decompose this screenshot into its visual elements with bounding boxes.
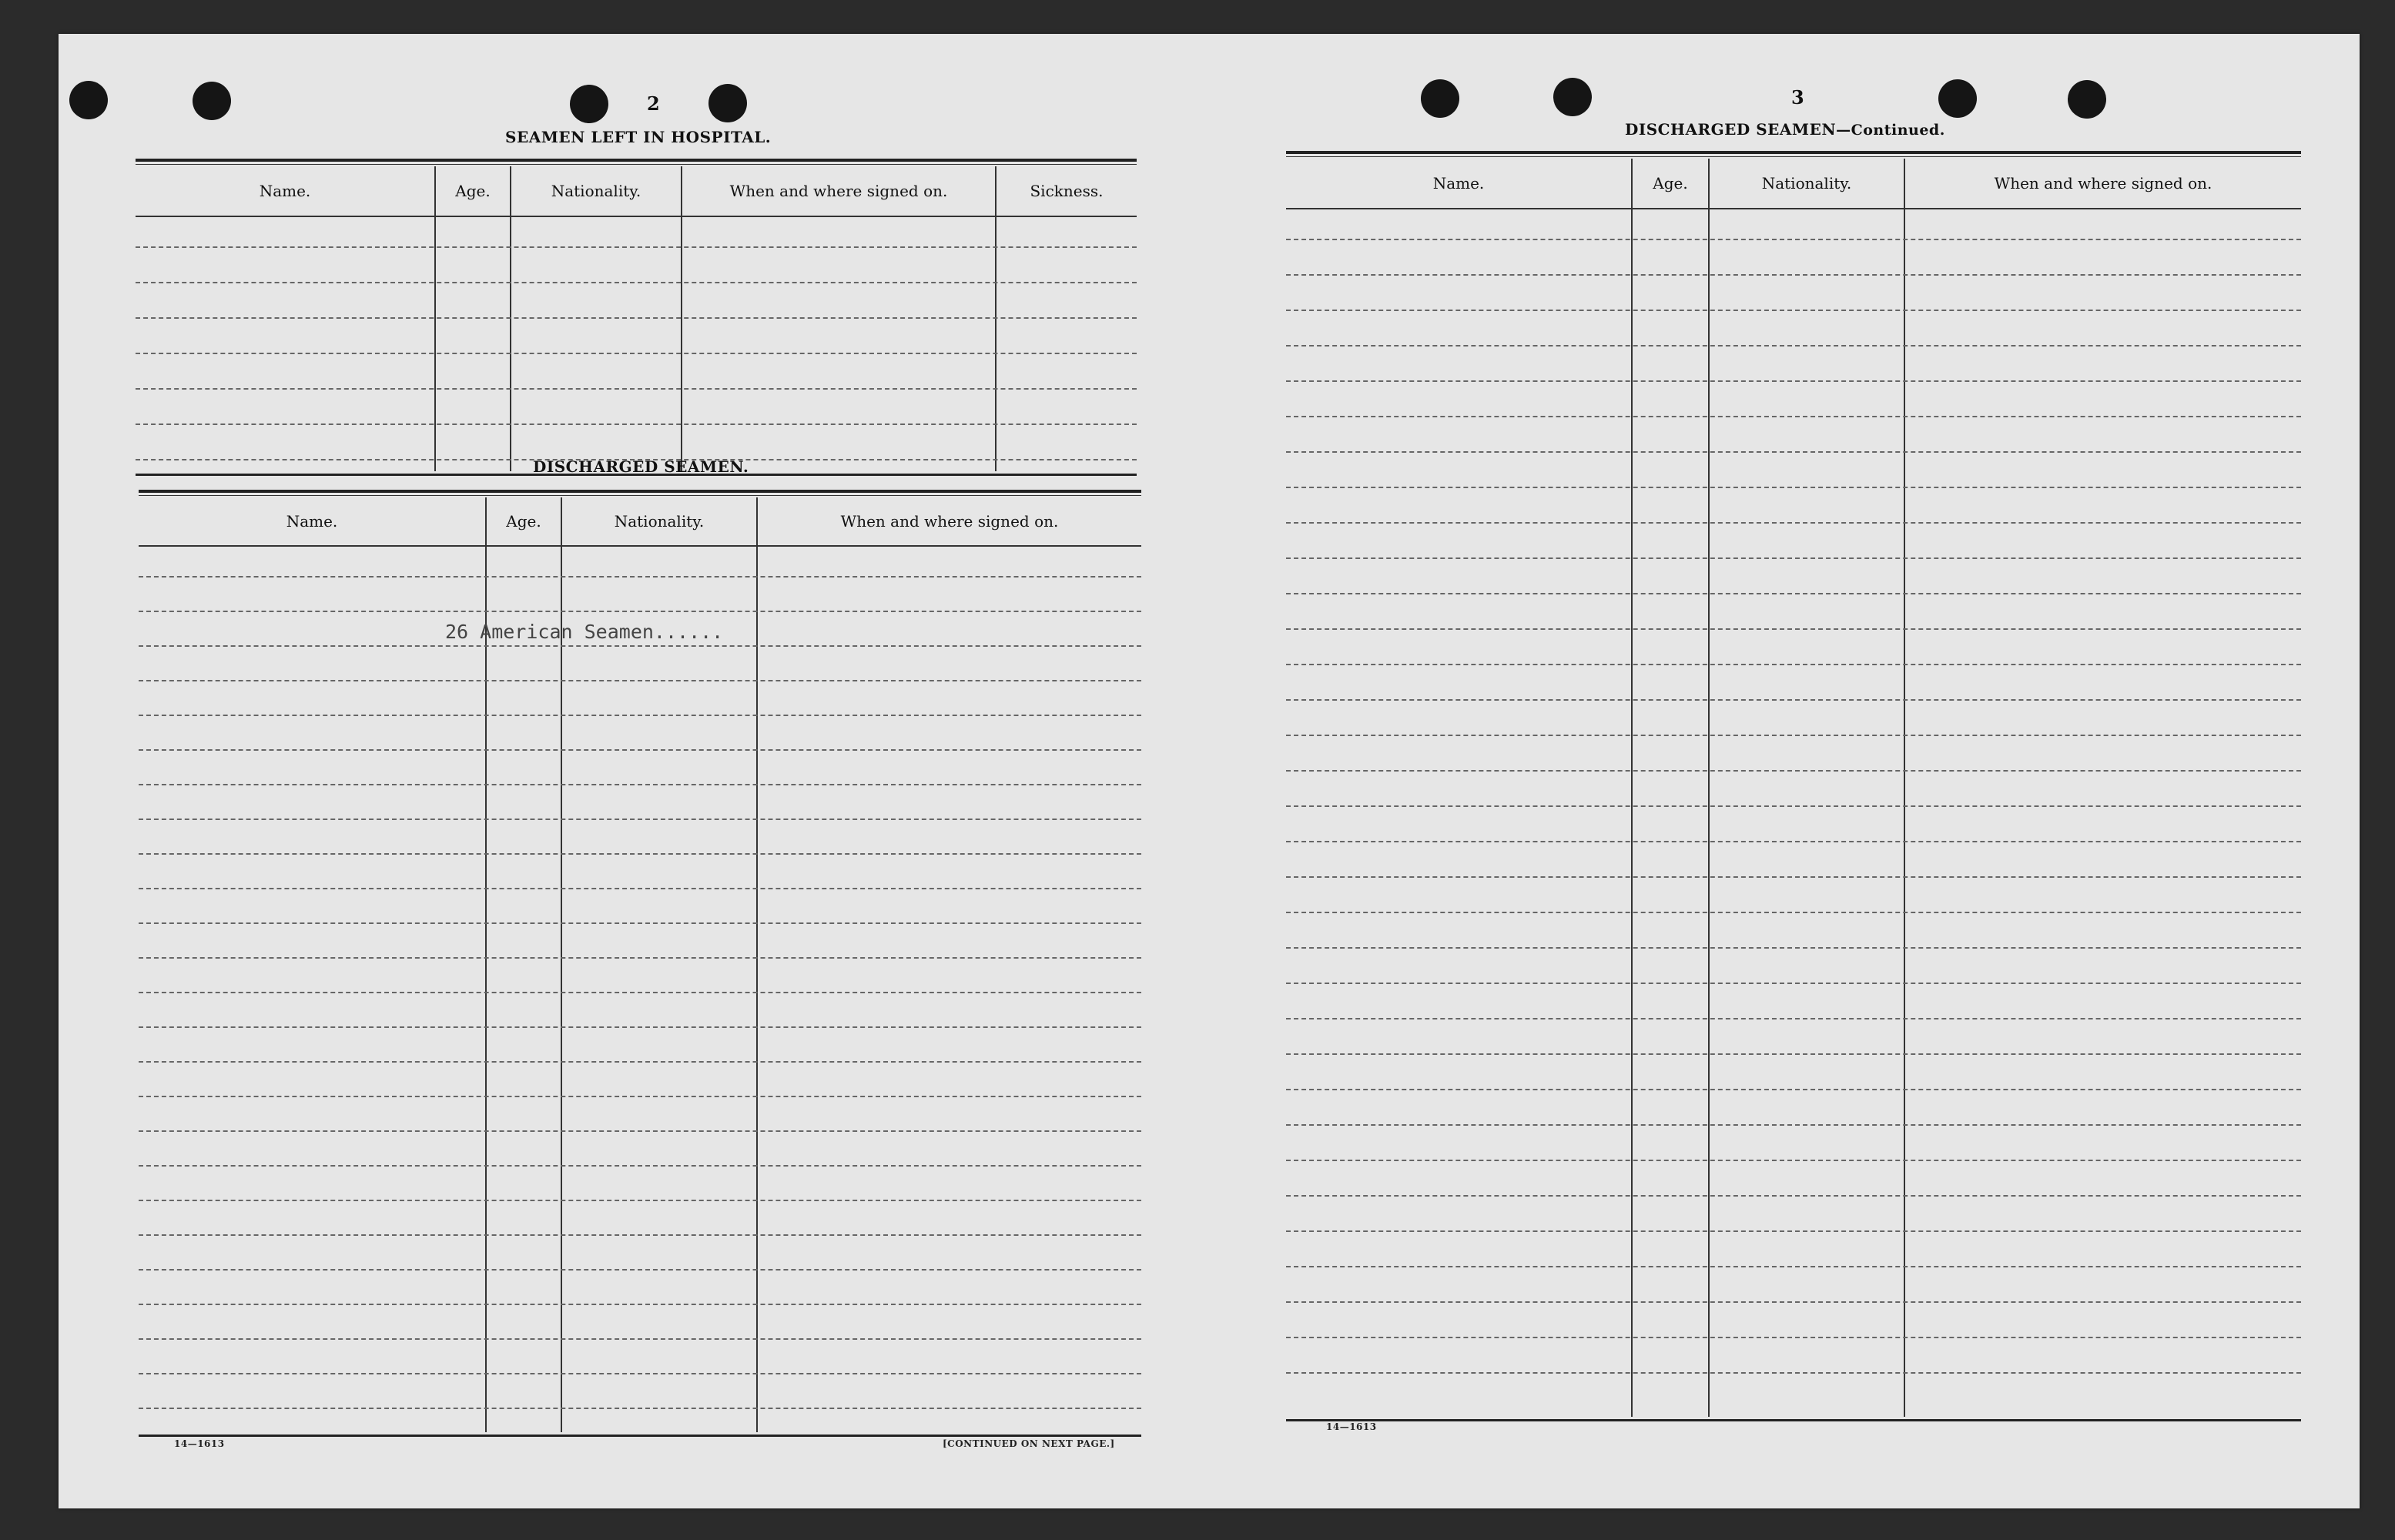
entry-line <box>1286 947 2301 949</box>
binder-hole <box>1553 78 1592 116</box>
entry-line <box>1286 1053 2301 1055</box>
column-header-nationality: Nationality. <box>1761 174 1852 192</box>
entry-line <box>1286 345 2301 346</box>
entry-line <box>136 388 1137 390</box>
entry-line <box>136 317 1137 319</box>
entry-line <box>1286 876 2301 878</box>
column-divider <box>434 166 436 471</box>
entry-line <box>139 1269 1141 1270</box>
discharged-section-title: DISCHARGED SEAMEN. <box>533 457 749 476</box>
entry-line <box>1286 628 2301 630</box>
entry-line <box>1286 1372 2301 1374</box>
entry-line <box>1286 1089 2301 1090</box>
column-divider <box>510 166 511 471</box>
discharged-continued-table <box>1286 151 2301 1417</box>
entry-line <box>139 1338 1141 1340</box>
page-number: 3 <box>1791 86 1804 109</box>
entry-line <box>1286 380 2301 382</box>
entry-line <box>139 1130 1141 1132</box>
section-title-suffix: —Continued. <box>1836 122 1945 139</box>
column-header-nationality: Nationality. <box>551 182 641 200</box>
continued-note: [CONTINUED ON NEXT PAGE.] <box>943 1438 1115 1449</box>
entry-line <box>139 1026 1141 1028</box>
column-header-signed-on: When and where signed on. <box>729 182 948 200</box>
hospital-section-title: SEAMEN LEFT IN HOSPITAL. <box>505 128 772 146</box>
entry-line <box>139 645 1141 647</box>
entry-line <box>139 1165 1141 1167</box>
entry-line <box>139 853 1141 855</box>
entry-line <box>1286 664 2301 665</box>
entry-line <box>139 1373 1141 1374</box>
entry-line <box>139 1061 1141 1063</box>
form-number: 14—1613 <box>1326 1421 1377 1432</box>
entry-line <box>1286 274 2301 276</box>
entry-line <box>1286 983 2301 984</box>
entry-line <box>1286 557 2301 559</box>
binder-hole <box>708 84 747 122</box>
entry-line <box>1286 451 2301 453</box>
entry-line <box>1286 841 2301 842</box>
entry-line <box>1286 522 2301 524</box>
column-header-name: Name. <box>286 512 338 531</box>
table-bottom-rule <box>139 1435 1141 1437</box>
entry-line <box>1286 912 2301 913</box>
entry-line <box>136 424 1137 425</box>
entry-line <box>139 922 1141 924</box>
ledger-sheet <box>59 34 2360 1508</box>
entry-line <box>1286 735 2301 736</box>
entry-line <box>139 576 1141 578</box>
column-divider <box>1631 159 1633 1417</box>
binder-hole <box>193 82 231 120</box>
column-header-signed-on: When and where signed on. <box>1994 174 2212 192</box>
entry-line <box>1286 770 2301 772</box>
column-header-age: Age. <box>1653 174 1688 192</box>
column-header-age: Age. <box>455 182 491 200</box>
binder-hole <box>2068 80 2106 119</box>
discharged-table <box>139 490 1141 1432</box>
column-header-signed-on: When and where signed on. <box>840 512 1059 531</box>
binder-hole <box>570 85 608 123</box>
column-divider <box>1708 159 1710 1417</box>
entry-line <box>1286 1230 2301 1232</box>
column-header-name: Name. <box>1432 174 1485 192</box>
column-header-name: Name. <box>259 182 311 200</box>
entry-line <box>139 749 1141 751</box>
column-divider <box>995 166 997 471</box>
entry-line <box>139 715 1141 716</box>
entry-line <box>1286 310 2301 311</box>
column-divider <box>681 166 682 471</box>
entry-line <box>139 1200 1141 1201</box>
hospital-table <box>136 159 1137 471</box>
entry-line <box>1286 1018 2301 1019</box>
entry-line <box>139 819 1141 820</box>
entry-line <box>139 680 1141 681</box>
entry-line <box>1286 1266 2301 1267</box>
column-divider <box>756 497 758 1432</box>
entry-line <box>136 246 1137 248</box>
table-bottom-rule <box>1286 1419 2301 1421</box>
table-header <box>1286 159 2301 209</box>
column-header-sickness: Sickness. <box>1030 182 1104 200</box>
entry-line <box>136 282 1137 283</box>
entry-line <box>139 1096 1141 1097</box>
entry-line <box>139 888 1141 889</box>
entry-line <box>1286 487 2301 488</box>
entry-line <box>1286 805 2301 807</box>
typed-entry: 26 American Seamen...... <box>445 621 724 643</box>
table-header <box>136 166 1137 217</box>
column-divider <box>1904 159 1905 1417</box>
entry-line <box>139 1234 1141 1236</box>
entry-line <box>139 992 1141 993</box>
entry-line <box>1286 1301 2301 1303</box>
entry-line <box>139 1304 1141 1305</box>
binder-hole <box>1421 79 1459 118</box>
binder-hole <box>69 81 108 119</box>
form-number: 14—1613 <box>174 1438 225 1449</box>
section-title-text: DISCHARGED SEAMEN <box>1625 120 1837 139</box>
entry-line <box>1286 699 2301 701</box>
entry-line <box>1286 593 2301 594</box>
entry-line <box>136 353 1137 354</box>
column-header-nationality: Nationality. <box>614 512 705 531</box>
column-header-age: Age. <box>506 512 541 531</box>
entry-line <box>1286 239 2301 240</box>
table-header <box>139 497 1141 547</box>
entry-line <box>1286 1337 2301 1338</box>
entry-line <box>1286 1160 2301 1161</box>
page-number: 2 <box>647 92 660 115</box>
entry-line <box>139 1408 1141 1409</box>
entry-line <box>1286 1124 2301 1126</box>
discharged-continued-title <box>1625 120 1945 139</box>
entry-line <box>139 957 1141 959</box>
entry-line <box>1286 416 2301 417</box>
entry-line <box>1286 1195 2301 1197</box>
entry-line <box>139 611 1141 612</box>
binder-hole <box>1938 79 1977 118</box>
entry-line <box>139 784 1141 785</box>
